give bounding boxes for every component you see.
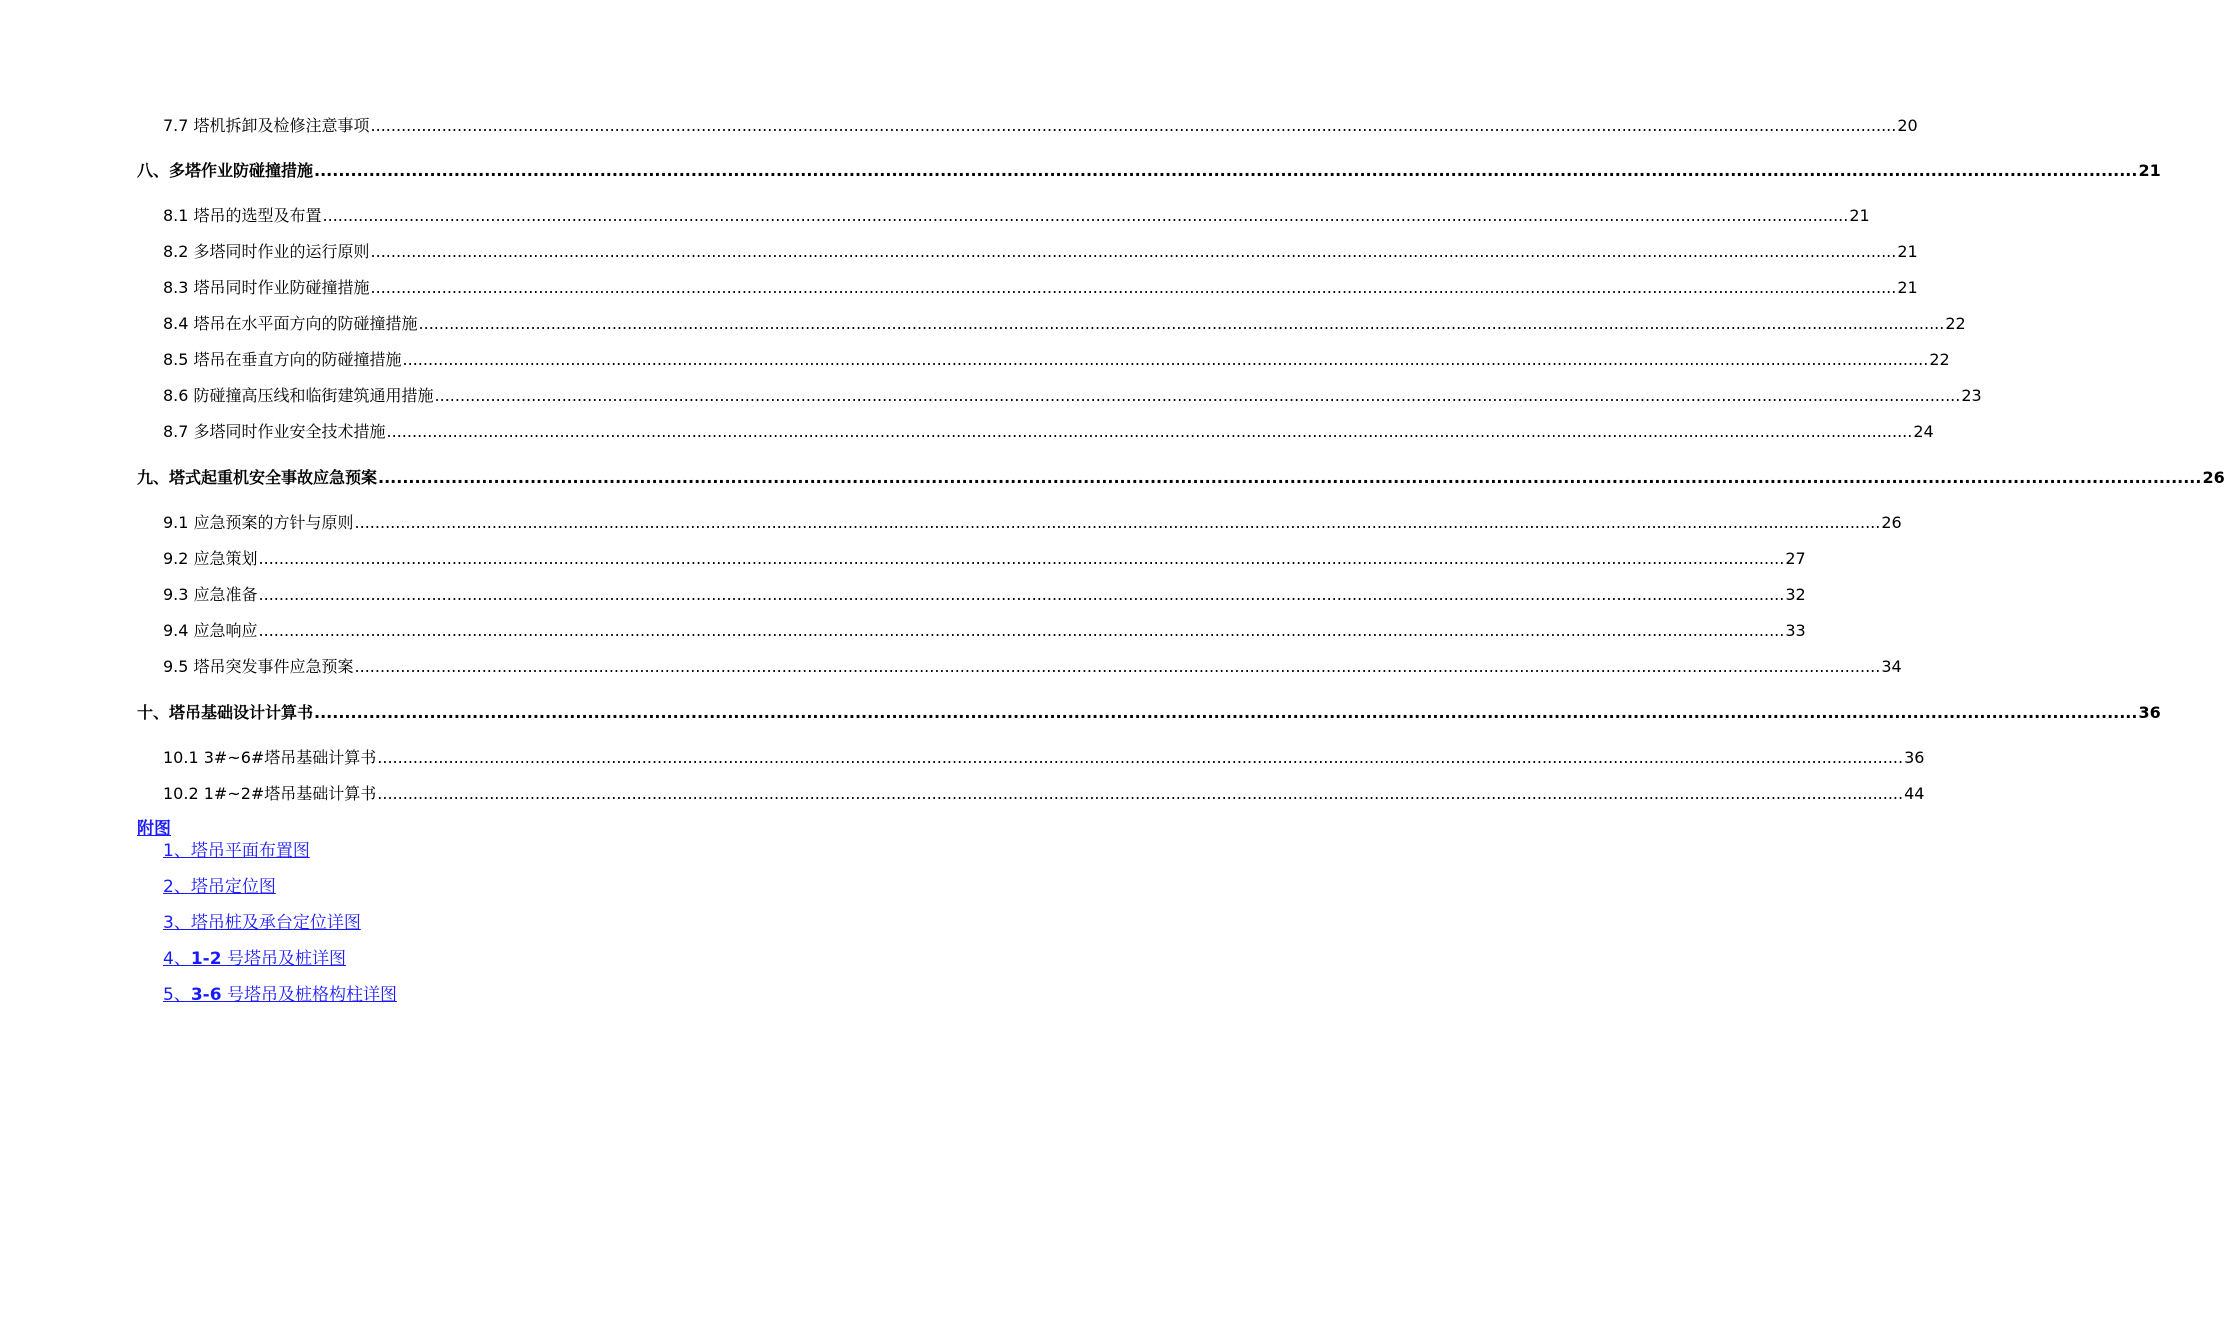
toc-leader-dots: ............................................................................................................................................................................................................................................................................................................ <box>258 585 1785 604</box>
toc-leader-dots: ............................................................................................................................................................................................................................................................................................................ <box>378 468 2202 487</box>
toc-section-entry[interactable] <box>163 350 1950 370</box>
toc-leader-dots: ............................................................................................................................................................................................................................................................................................................ <box>377 748 1904 767</box>
toc-entry-label: 9.1 应急预案的方针与原则 <box>163 513 354 532</box>
toc-entry-label: 十、塔吊基础设计计算书 <box>137 703 314 722</box>
figure-link[interactable] <box>163 948 346 970</box>
toc-chapter-entry[interactable] <box>137 468 2225 488</box>
toc-leader-dots: ............................................................................................................................................................................................................................................................................................................ <box>386 422 1913 441</box>
toc-leader-dots: ............................................................................................................................................................................................................................................................................................................ <box>354 657 1881 676</box>
toc-leader-dots: ............................................................................................................................................................................................................................................................................................................ <box>434 386 1961 405</box>
toc-entry-label: 9.2 应急策划 <box>163 549 258 568</box>
toc-page-number: 22 <box>1929 350 1950 369</box>
toc-leader-dots: ............................................................................................................................................................................................................................................................................................................ <box>370 116 1897 135</box>
figure-text-rest: 号塔吊及桩格构柱详图 <box>221 985 397 1005</box>
toc-section-entry[interactable] <box>163 513 1902 533</box>
figure-link[interactable] <box>163 840 310 862</box>
toc-page-number: 21 <box>1849 206 1870 225</box>
figure-text-rest: 号塔吊及桩详图 <box>221 949 346 969</box>
toc-leader-dots: ............................................................................................................................................................................................................................................................................................................ <box>370 278 1897 297</box>
toc-leader-dots: ............................................................................................................................................................................................................................................................................................................ <box>314 703 2138 722</box>
figure-tower-range: 1-2 <box>190 949 222 969</box>
toc-page-number: 27 <box>1785 549 1806 568</box>
toc-section-entry[interactable] <box>163 422 1934 442</box>
figure-number: 4 <box>163 949 174 969</box>
figure-link[interactable] <box>163 876 276 898</box>
toc-section-entry[interactable] <box>163 549 1806 569</box>
toc-entry-label: 10.1 3#~6#塔吊基础计算书 <box>163 748 377 767</box>
toc-section-entry[interactable] <box>163 206 1870 226</box>
toc-section-entry[interactable] <box>163 242 1918 262</box>
toc-section-entry[interactable] <box>163 784 1925 804</box>
toc-entry-label: 8.4 塔吊在水平面方向的防碰撞措施 <box>163 314 418 333</box>
toc-chapter-entry[interactable] <box>137 161 2161 181</box>
toc-chapter-entry[interactable] <box>137 703 2161 723</box>
toc-page-number: 26 <box>2202 468 2225 487</box>
toc-entry-label: 7.7 塔机拆卸及检修注意事项 <box>163 116 370 135</box>
figures-heading-link[interactable]: 附图 <box>137 819 171 839</box>
toc-leader-dots: ............................................................................................................................................................................................................................................................................................................ <box>354 513 1881 532</box>
toc-section-entry[interactable] <box>163 278 1918 298</box>
toc-leader-dots: ............................................................................................................................................................................................................................................................................................................ <box>370 242 1897 261</box>
toc-entry-label: 8.5 塔吊在垂直方向的防碰撞措施 <box>163 350 402 369</box>
toc-page-number: 20 <box>1897 116 1918 135</box>
toc-entry-label: 9.4 应急响应 <box>163 621 258 640</box>
toc-section-entry[interactable] <box>163 386 1982 406</box>
toc-page-number: 23 <box>1961 386 1982 405</box>
toc-section-entry[interactable] <box>163 314 1966 334</box>
toc-leader-dots: ............................................................................................................................................................................................................................................................................................................ <box>258 621 1785 640</box>
figure-text: 、塔吊定位图 <box>173 877 276 897</box>
toc-entry-label: 8.7 多塔同时作业安全技术措施 <box>163 422 386 441</box>
toc-section-entry[interactable] <box>163 621 1806 641</box>
figure-link[interactable] <box>163 984 397 1006</box>
figure-text: 、塔吊平面布置图 <box>173 841 310 861</box>
toc-leader-dots: ............................................................................................................................................................................................................................................................................................................ <box>377 784 1904 803</box>
toc-entry-label: 10.2 1#~2#塔吊基础计算书 <box>163 784 377 803</box>
figure-tower-range: 3-6 <box>190 985 222 1005</box>
toc-entry-label: 八、多塔作业防碰撞措施 <box>137 161 314 180</box>
toc-entry-label: 8.1 塔吊的选型及布置 <box>163 206 322 225</box>
toc-page-number: 21 <box>1897 242 1918 261</box>
toc-section-entry[interactable] <box>163 748 1925 768</box>
figure-link[interactable] <box>163 912 361 934</box>
toc-section-entry[interactable] <box>163 585 1806 605</box>
toc-page-number: 21 <box>1897 278 1918 297</box>
toc-leader-dots: ............................................................................................................................................................................................................................................................................................................ <box>314 161 2138 180</box>
figure-text: 、塔吊桩及承台定位详图 <box>173 913 361 933</box>
toc-page-number: 36 <box>1904 748 1925 767</box>
toc-page-number: 24 <box>1913 422 1934 441</box>
toc-entry-label: 9.5 塔吊突发事件应急预案 <box>163 657 354 676</box>
toc-page-number: 36 <box>2138 703 2161 722</box>
toc-entry-label: 8.3 塔吊同时作业防碰撞措施 <box>163 278 370 297</box>
toc-entry-label: 8.6 防碰撞高压线和临街建筑通用措施 <box>163 386 434 405</box>
figure-number: 3 <box>163 913 174 933</box>
toc-page-number: 26 <box>1881 513 1902 532</box>
figure-text: 、 <box>173 985 191 1005</box>
toc-leader-dots: ............................................................................................................................................................................................................................................................................................................ <box>258 549 1785 568</box>
toc-leader-dots: ............................................................................................................................................................................................................................................................................................................ <box>418 314 1945 333</box>
toc-entry-label: 9.3 应急准备 <box>163 585 258 604</box>
toc-page-number: 21 <box>2138 161 2161 180</box>
figure-number: 1 <box>163 841 174 861</box>
toc-leader-dots: ............................................................................................................................................................................................................................................................................................................ <box>322 206 1849 225</box>
toc-page-number: 32 <box>1785 585 1806 604</box>
toc-leader-dots: ............................................................................................................................................................................................................................................................................................................ <box>402 350 1929 369</box>
toc-section-entry[interactable] <box>163 657 1902 677</box>
toc-page-number: 34 <box>1881 657 1902 676</box>
toc-section-entry[interactable] <box>163 116 1918 136</box>
toc-entry-label: 8.2 多塔同时作业的运行原则 <box>163 242 370 261</box>
figure-text: 、 <box>173 949 191 969</box>
toc-page-number: 22 <box>1945 314 1966 333</box>
toc-page-number: 44 <box>1904 784 1925 803</box>
toc-page-number: 33 <box>1785 621 1806 640</box>
figure-number: 5 <box>163 985 174 1005</box>
figure-number: 2 <box>163 877 174 897</box>
toc-entry-label: 九、塔式起重机安全事故应急预案 <box>137 468 378 487</box>
